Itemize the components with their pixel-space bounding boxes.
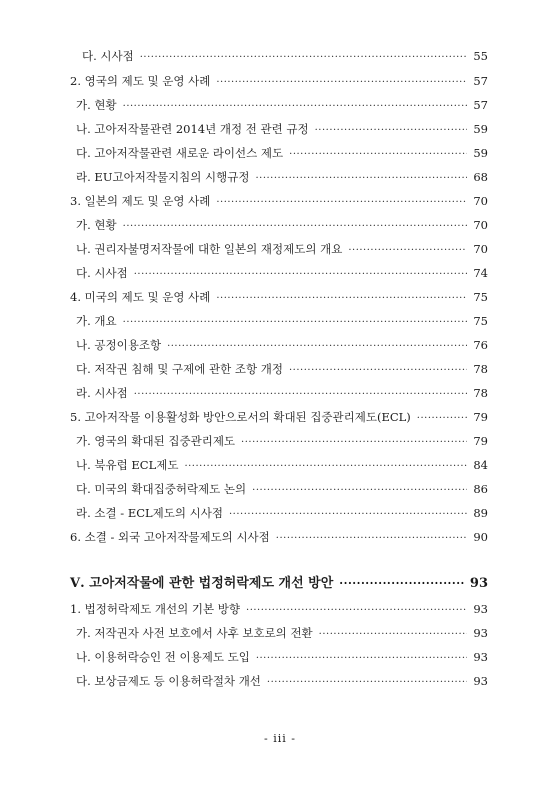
toc-entry-label: 가. 현황 — [76, 218, 117, 232]
toc-entry-page: 86 — [473, 482, 488, 496]
toc-entry-page: 57 — [473, 74, 488, 88]
toc-entry[interactable] — [76, 265, 488, 283]
toc-entry-label: 5. 고아저작물 이용활성화 방안으로서의 확대된 집중관리제도(ECL) — [70, 410, 411, 424]
toc-entry-label: 4. 미국의 제도 및 운영 사례 — [70, 290, 211, 304]
leader-dots — [216, 75, 467, 91]
toc-entry-page: 70 — [473, 242, 488, 256]
toc-entry[interactable] — [76, 649, 488, 667]
leader-dots — [184, 459, 467, 475]
toc-entry-page: 59 — [473, 146, 488, 160]
toc-entry[interactable] — [76, 337, 488, 355]
leader-dots — [123, 219, 468, 235]
toc-entry-label: 다. 보상금제도 등 이용허락절차 개선 — [76, 674, 261, 688]
toc-entry[interactable] — [70, 193, 488, 211]
toc-entry-label: 라. 시사점 — [76, 386, 128, 400]
toc-entry[interactable] — [76, 625, 488, 643]
toc-entry-label: 라. 소결 - ECL제도의 시사점 — [76, 506, 223, 520]
toc-entry-page: 78 — [473, 386, 488, 400]
toc-entry[interactable] — [76, 457, 488, 475]
leader-dots — [216, 291, 467, 307]
leader-dots — [289, 363, 467, 379]
toc-entry[interactable] — [76, 433, 488, 451]
toc-entry[interactable] — [70, 289, 488, 307]
leader-dots — [167, 339, 467, 355]
toc-entry-label: 나. 권리자불명저작물에 대한 일본의 재정제도의 개요 — [76, 242, 343, 256]
toc-entry[interactable] — [76, 361, 488, 379]
toc-entry-page: 75 — [473, 314, 488, 328]
leader-dots — [315, 123, 468, 139]
toc-entry[interactable] — [76, 217, 488, 235]
toc-entry[interactable] — [76, 481, 488, 499]
leader-dots — [319, 627, 468, 643]
leader-dots — [267, 675, 467, 691]
toc-entry-page: 90 — [473, 530, 488, 544]
toc-entry-label: 나. 북유럽 ECL제도 — [76, 458, 179, 472]
toc-entry[interactable] — [76, 169, 488, 187]
toc-entry[interactable] — [70, 601, 488, 619]
leader-dots — [216, 195, 467, 211]
toc-entry-page: 89 — [473, 506, 488, 520]
leader-dots — [134, 387, 468, 403]
toc-entry-page: 79 — [473, 434, 488, 448]
toc-entry-page: 55 — [473, 49, 488, 63]
toc-entry-page: 93 — [473, 674, 488, 688]
leader-dots — [246, 603, 467, 619]
toc-entry-page: 57 — [473, 98, 488, 112]
leader-dots — [417, 411, 468, 427]
toc-entry[interactable] — [76, 97, 488, 115]
toc-entry[interactable] — [70, 73, 488, 91]
toc-entry-label: 나. 이용허락승인 전 이용제도 도입 — [76, 650, 250, 664]
toc-entry-label: 2. 영국의 제도 및 운영 사례 — [70, 74, 211, 88]
toc-entry-label: 라. EU고아저작물지침의 시행규정 — [76, 170, 250, 184]
toc-entry[interactable] — [76, 121, 488, 139]
toc-chapter-page: 93 — [469, 576, 488, 591]
toc-entry-page: 79 — [473, 410, 488, 424]
toc-entry-label: 다. 시사점 — [76, 266, 128, 280]
toc-entry-page: 74 — [473, 266, 488, 280]
leader-dots — [241, 435, 467, 451]
toc-entry-label: 다. 저작권 침해 및 구제에 관한 조항 개정 — [76, 362, 283, 376]
toc-entry[interactable] — [82, 48, 488, 66]
toc-entry-label: 가. 개요 — [76, 314, 117, 328]
leader-dots — [140, 50, 468, 66]
toc-chapter-entry[interactable] — [70, 576, 488, 592]
toc-entry[interactable] — [70, 409, 488, 427]
toc-entry[interactable] — [76, 505, 488, 523]
leader-dots — [339, 576, 464, 592]
toc-entry-label: 3. 일본의 제도 및 운영 사례 — [70, 194, 211, 208]
toc-entry-page: 70 — [473, 218, 488, 232]
toc-entry-label: 나. 고아저작물관련 2014년 개정 전 관련 규정 — [76, 122, 309, 136]
toc-entry-page: 84 — [473, 458, 488, 472]
toc-entry[interactable] — [76, 145, 488, 163]
toc-entry[interactable] — [76, 673, 488, 691]
leader-dots — [348, 243, 467, 259]
leader-dots — [123, 315, 468, 331]
page-number: - iii - — [264, 732, 296, 745]
toc-entry-label: 다. 고아저작물관련 새로운 라이선스 제도 — [76, 146, 284, 160]
toc-entry-label: 나. 공정이용조항 — [76, 338, 162, 352]
toc-entry-page: 59 — [473, 122, 488, 136]
toc-entry-page: 68 — [473, 170, 488, 184]
toc-entry-label: 가. 저작권자 사전 보호에서 사후 보호로의 전환 — [76, 626, 313, 640]
toc-entry-label: 다. 시사점 — [82, 49, 134, 63]
toc-entry-page: 93 — [473, 626, 488, 640]
toc-entry-page: 78 — [473, 362, 488, 376]
leader-dots — [229, 507, 467, 523]
toc-entry[interactable] — [70, 529, 488, 547]
toc-entry-page: 76 — [473, 338, 488, 352]
leader-dots — [252, 483, 467, 499]
toc-entry-label: 가. 현황 — [76, 98, 117, 112]
toc-entry-label: 1. 법정허락제도 개선의 기본 방향 — [70, 602, 241, 616]
toc-entry[interactable] — [76, 385, 488, 403]
toc-chapter-label: Ⅴ. 고아저작물에 관한 법정허락제도 개선 방안 — [70, 576, 334, 591]
leader-dots — [255, 171, 467, 187]
toc-entry-page: 93 — [473, 602, 488, 616]
leader-dots — [256, 651, 468, 667]
toc-entry-page: 93 — [473, 650, 488, 664]
toc-entry-label: 다. 미국의 확대집중허락제도 논의 — [76, 482, 247, 496]
toc-entry-label: 6. 소결 - 외국 고아저작물제도의 시사점 — [70, 530, 270, 544]
toc-entry[interactable] — [76, 313, 488, 331]
toc-entry[interactable] — [76, 241, 488, 259]
leader-dots — [134, 267, 468, 283]
toc-entry-page: 70 — [473, 194, 488, 208]
leader-dots — [289, 147, 467, 163]
leader-dots — [276, 531, 468, 547]
leader-dots — [123, 99, 468, 115]
toc-entry-label: 가. 영국의 확대된 집중관리제도 — [76, 434, 236, 448]
toc-entry-page: 75 — [473, 290, 488, 304]
